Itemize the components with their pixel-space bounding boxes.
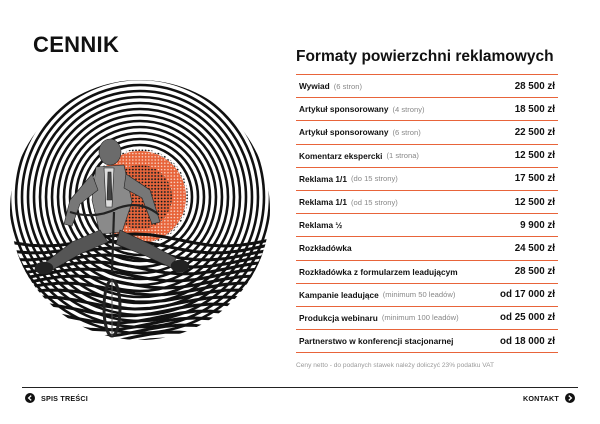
price-row-name: Artykuł sponsorowany — [299, 104, 389, 115]
pricing-section — [296, 48, 558, 369]
price-row-name: Artykuł sponsorowany — [299, 127, 389, 138]
price-row-price: od 25 000 zł — [500, 312, 555, 324]
price-row-price: 24 500 zł — [514, 242, 555, 254]
price-row — [296, 330, 558, 353]
price-row-name: Reklama 1/1 — [299, 197, 347, 208]
arrow-left-circle-icon — [25, 393, 35, 403]
price-row — [296, 284, 558, 307]
price-row-price: 28 500 zł — [514, 80, 555, 92]
price-row-price: 17 500 zł — [514, 173, 555, 185]
footer-divider — [22, 387, 578, 388]
pricing-title: Formaty powierzchni reklamowych — [296, 48, 554, 65]
price-row-note: (minimum 100 leadów) — [381, 313, 459, 323]
price-row-name: Produkcja webinaru — [299, 312, 378, 323]
toc-link-label: SPIS TREŚCI — [41, 393, 88, 403]
price-row — [296, 261, 558, 284]
price-row-name: Wywiad — [299, 81, 330, 92]
price-row-name: Reklama ½ — [299, 220, 343, 231]
price-row-note: (minimum 50 leadów) — [382, 290, 456, 300]
price-row — [296, 191, 558, 214]
price-row — [296, 145, 558, 168]
price-row-name: Komentarz ekspercki — [299, 150, 383, 161]
price-row-price: od 17 000 zł — [500, 289, 555, 301]
price-row-note: (do 15 strony) — [350, 174, 398, 184]
contact-link-label: KONTAKT — [523, 393, 559, 403]
contact-link[interactable] — [523, 393, 575, 403]
price-row-name: Reklama 1/1 — [299, 173, 347, 184]
price-row-note: (6 stron) — [333, 81, 363, 91]
page-title: CENNIK — [33, 32, 120, 57]
price-row-price: 9 900 zł — [520, 219, 555, 231]
price-row-note: (4 strony) — [392, 104, 425, 114]
price-row — [296, 237, 558, 260]
price-row — [296, 168, 558, 191]
price-row — [296, 307, 558, 330]
price-row — [296, 98, 558, 121]
price-row-name: Rozkładówka — [299, 243, 352, 254]
price-row-note: (6 stron) — [392, 127, 421, 137]
price-row-name: Kampanie leadujące — [299, 289, 379, 300]
price-row-name: Rozkładówka z formularzem leadującym — [299, 266, 458, 277]
vat-note: Ceny netto - do podanych stawek należy doliczyć 23% podatku VAT — [296, 362, 495, 370]
price-row — [296, 75, 558, 98]
price-row-price: 22 500 zł — [514, 126, 555, 138]
price-row-price: 18 500 zł — [514, 103, 555, 115]
price-row-price: 12 500 zł — [514, 196, 555, 208]
toc-link[interactable] — [25, 393, 88, 403]
illustration-man-on-bicycle — [0, 72, 270, 344]
price-table — [296, 74, 558, 353]
price-row-price: 28 500 zł — [514, 266, 555, 278]
price-row-price: 12 500 zł — [514, 150, 555, 162]
price-row-name: Partnerstwo w konferencji stacjonarnej — [299, 336, 454, 347]
price-row-price: od 18 000 zł — [500, 335, 555, 347]
price-row — [296, 214, 558, 237]
price-row-note: (1 strona) — [386, 151, 419, 161]
arrow-right-circle-icon — [565, 393, 575, 403]
price-row — [296, 121, 558, 144]
price-row-note: (od 15 strony) — [350, 197, 398, 207]
